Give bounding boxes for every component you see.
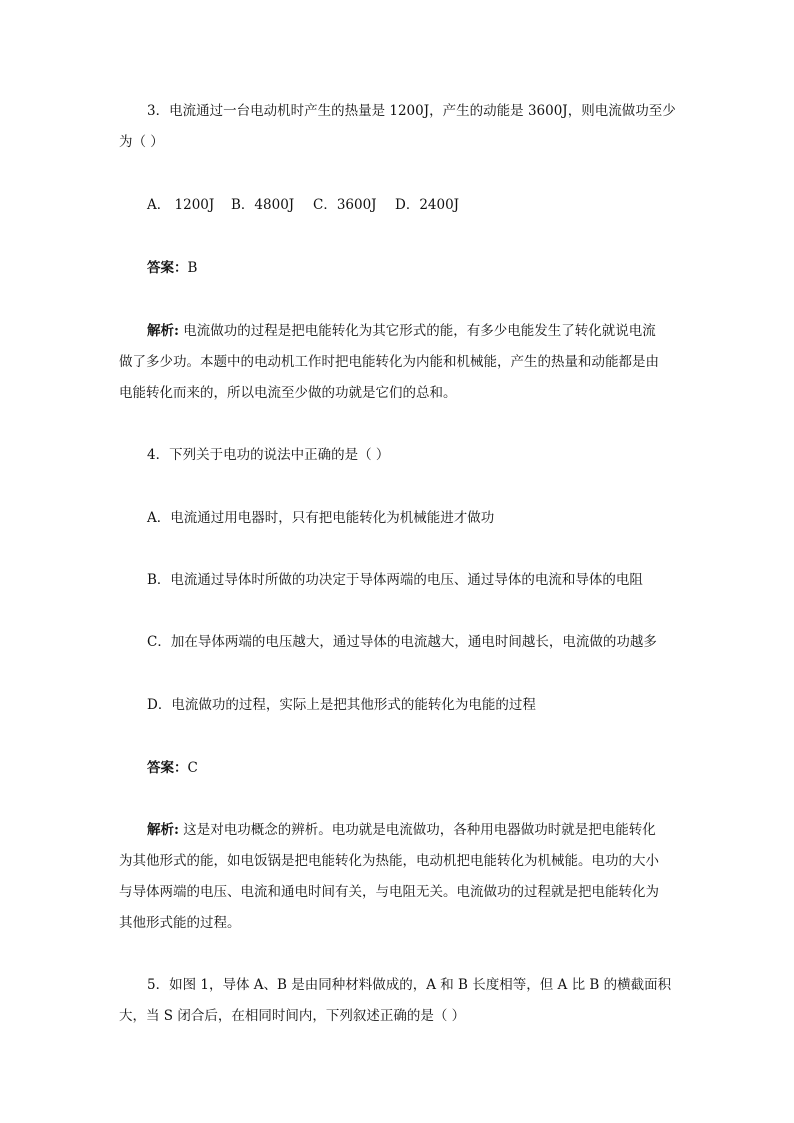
q3-analysis-line-1 <box>147 322 656 340</box>
q4-analysis-line-4: 其他形式能的过程。 <box>119 915 241 931</box>
q3-answer-value: B <box>187 260 198 276</box>
q4-answer-label: 答案： <box>147 760 188 776</box>
q4-stem: 4．下列关于电功的说法中正确的是（ ） <box>147 447 390 463</box>
q3-stem-line-1: 3．电流通过一台电动机时产生的热量是 1200J，产生的动能是 3600J，则电流做功至少 <box>147 103 676 119</box>
q3-stem-line-2: 为（ ） <box>119 134 164 150</box>
q3-option-a: A． 1200J <box>147 197 215 213</box>
q4-option-b: B．电流通过导体时所做的功决定于导体两端的电压、通过导体的电流和导体的电阻 <box>147 572 643 588</box>
q4-analysis-line-1 <box>147 821 656 839</box>
q5-stem-line-2: 大，当 S 闭合后，在相同时间内，下列叙述正确的是（ ） <box>119 1008 466 1024</box>
q3-analysis-line-2: 做了多少功。本题中的电动机工作时把电能转化为内能和机械能，产生的热量和动能都是由 <box>119 354 659 370</box>
q3-analysis-line-3: 电能转化而来的，所以电流至少做的功就是它们的总和。 <box>119 385 457 401</box>
q3-option-d: D．2400J <box>395 197 460 213</box>
q3-option-c: C．3600J <box>313 197 377 213</box>
q5-stem-line-1: 5．如图 1，导体 A、B 是由同种材料做成的，A 和 B 长度相等，但 A 比 B 的横截面积 <box>147 977 672 993</box>
q3-analysis-text-1: 电流做功的过程是把电能转化为其它形式的能，有多少电能发生了转化就说电流 <box>178 323 656 339</box>
q4-analysis-line-3: 与导体两端的电压、电流和通电时间有关，与电阻无关。电流做功的过程就是把电能转化为 <box>119 884 659 900</box>
q3-answer <box>147 259 197 277</box>
q4-option-d: D．电流做功的过程，实际上是把其他形式的能转化为电能的过程 <box>147 697 536 713</box>
q3-answer-label: 答案： <box>147 260 188 276</box>
q3-option-b: B．4800J <box>231 197 295 213</box>
q3-analysis-label: 解析: <box>147 323 179 339</box>
q4-option-c: C．加在导体两端的电压越大，通过导体的电流越大，通电时间越长，电流做的功越多 <box>147 634 657 650</box>
q4-answer-value: C <box>187 760 198 776</box>
q3-options <box>147 196 459 214</box>
q4-option-a: A．电流通过用电器时，只有把电能转化为机械能进才做功 <box>147 510 495 526</box>
q4-answer <box>147 759 198 777</box>
q4-analysis-line-2: 为其他形式的能，如电饭锅是把电能转化为热能，电动机把电能转化为机械能。电功的大小 <box>119 853 659 869</box>
q4-analysis-label: 解析: <box>147 822 179 838</box>
q4-analysis-text-1: 这是对电功概念的辨析。电功就是电流做功，各种用电器做功时就是把电能转化 <box>178 822 656 838</box>
